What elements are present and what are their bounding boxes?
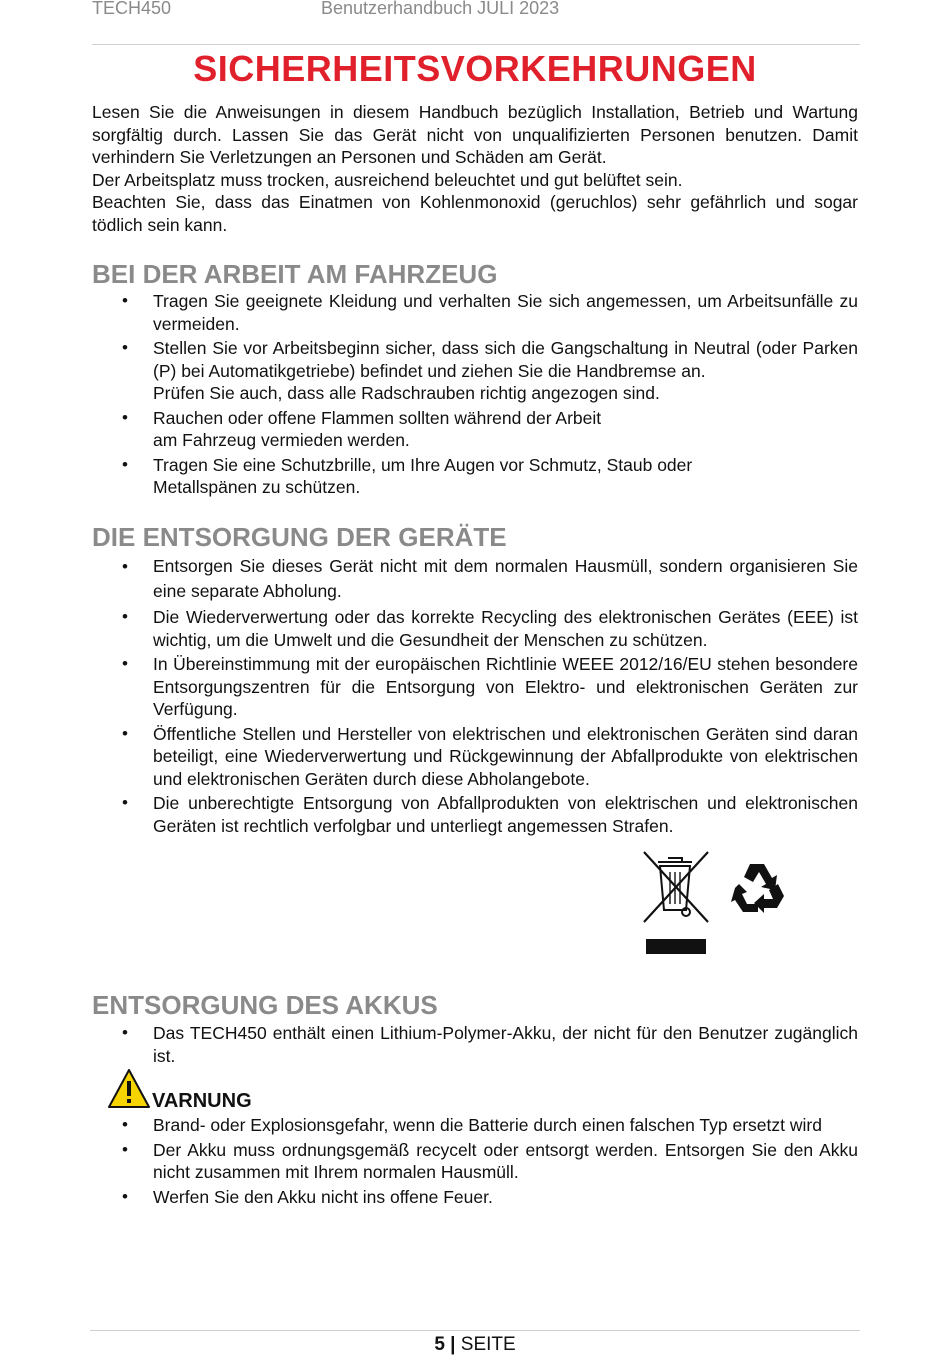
header-product: TECH450 xyxy=(92,0,172,18)
warning-triangle-icon xyxy=(107,1068,151,1110)
footer-separator: | xyxy=(444,1334,461,1355)
page-number: 5 xyxy=(434,1334,445,1355)
bullet-icon: • xyxy=(122,1139,128,1159)
list-item: • Rauchen oder offene Flammen sollten während der Arbeit am Fahrzeug vermieden werden. xyxy=(122,407,602,450)
bullet-icon: • xyxy=(122,723,128,743)
list-item: • Die Wiederverwertung oder das korrekte Recycling des elektronischen Gerätes (EEE) ist wichtig, um die Umwelt und die Gesundheit der Menschen zu schützen. xyxy=(122,607,858,650)
bullet-icon: • xyxy=(122,654,128,673)
header-divider xyxy=(92,44,860,45)
list-item: • Tragen Sie eine Schutzbrille, um Ihre Augen vor Schmutz, Staub oder Metallspänen zu schützen. xyxy=(122,454,693,497)
bullet-icon: • xyxy=(122,1023,128,1042)
list-item: • In Übereinstimmung mit der europäischen Richtlinie WEEE 2012/16/EU stehen besondere Entsorgungszentren für die Entsorgung von Elektro- und elektronischen Geräten zur Verfügung. xyxy=(122,654,858,719)
recycling-symbol-icon xyxy=(730,860,786,916)
footer-divider xyxy=(90,1330,860,1331)
page-word: SEITE xyxy=(460,1334,516,1355)
header-doc-title: Benutzerhandbuch JULI 2023 xyxy=(321,0,560,18)
list-item: • Das TECH450 enthält einen Lithium-Polymer-Akku, der nicht für den Benutzer zugänglich ist. xyxy=(122,1023,858,1066)
list-item: • Entsorgen Sie dieses Gerät nicht mit dem normalen Hausmüll, sondern organisieren Sie eine separate Abholung. xyxy=(122,556,858,601)
bullet-icon: • xyxy=(122,607,128,626)
bullet-icon: • xyxy=(122,1115,128,1134)
bullet-icon: • xyxy=(122,291,128,310)
section-disposal-list xyxy=(92,554,858,839)
list-item: • Stellen Sie vor Arbeitsbeginn sicher, dass sich die Gangschaltung in Neutral (oder Parken (P) bei Automatikgetriebe) befindet und ziehen Sie die Handbremse an. Prüfen Sie auch, dass alle Radschrauben richtig angezogen sind. xyxy=(122,338,858,403)
list-item: • Die unberechtigte Entsorgung von Abfallprodukten von elektrischen und elektronischen Geräten ist rechtlich verfolgbar und unterliegt angemessen Strafen. xyxy=(122,793,858,836)
bullet-icon: • xyxy=(122,1186,128,1206)
bullet-icon: • xyxy=(122,454,128,474)
disposal-symbols xyxy=(640,846,790,958)
list-item: • Werfen Sie den Akku nicht ins offene Feuer. xyxy=(122,1186,493,1207)
bullet-icon: • xyxy=(122,793,128,812)
intro-paragraph-1: Lesen Sie die Anweisungen in diesem Handbuch bezüglich Installation, Betrieb und Wartung sorgfältig durch. Lassen Sie das Gerät nicht von unqualifizierten Personen benutzen. Damit verhindern Sie Verletzungen an Personen und Schäden am Gerät. xyxy=(92,102,858,167)
intro-text xyxy=(92,101,858,236)
list-item: • Tragen Sie geeignete Kleidung und verhalten Sie sich angemessen, um Arbeitsunfälle zu vermeiden. xyxy=(122,291,858,334)
section-heading-vehicle: BEI DER ARBEIT AM FAHRZEUG xyxy=(92,259,498,289)
warning-block xyxy=(107,1068,607,1112)
section-heading-battery: ENTSORGUNG DES AKKUS xyxy=(92,990,438,1020)
list-item: • Öffentliche Stellen und Hersteller von elektrischen und elektronischen Geräten sind daran beteiligt, eine Wiederverwertung und Rückgewinnung der Abfallprodukte von elektrischen und elektronischen Geräten durch diese Abholangebote. xyxy=(122,723,858,789)
section-battery-list xyxy=(92,1022,858,1069)
page-title: SICHERHEITSVORKEHRUNGEN xyxy=(193,48,757,89)
page-footer xyxy=(0,1334,950,1356)
bullet-icon: • xyxy=(122,407,128,427)
intro-paragraph-2: Der Arbeitsplatz muss trocken, ausreichend beleuchtet und gut belüftet sein. xyxy=(92,169,683,190)
intro-paragraph-3: Beachten Sie, dass das Einatmen von Kohlenmonoxid (geruchlos) sehr gefährlich und sogar tödlich sein kann. xyxy=(92,192,858,235)
warning-label: VARNUNG xyxy=(152,1090,252,1112)
page-header xyxy=(92,0,860,44)
warning-list xyxy=(92,1114,858,1210)
section-heading-disposal: DIE ENTSORGUNG DER GERÄTE xyxy=(92,522,507,552)
list-item: • Der Akku muss ordnungsgemäß recycelt oder entsorgt werden. Entsorgen Sie den Akku nicht zusammen mit Ihrem normalen Hausmüll. xyxy=(122,1139,858,1182)
bullet-icon: • xyxy=(122,338,128,357)
bullet-icon: • xyxy=(122,557,128,576)
list-item: • Brand- oder Explosionsgefahr, wenn die Batterie durch einen falschen Typ ersetzt wird xyxy=(122,1115,822,1135)
section-vehicle-list xyxy=(92,290,858,501)
